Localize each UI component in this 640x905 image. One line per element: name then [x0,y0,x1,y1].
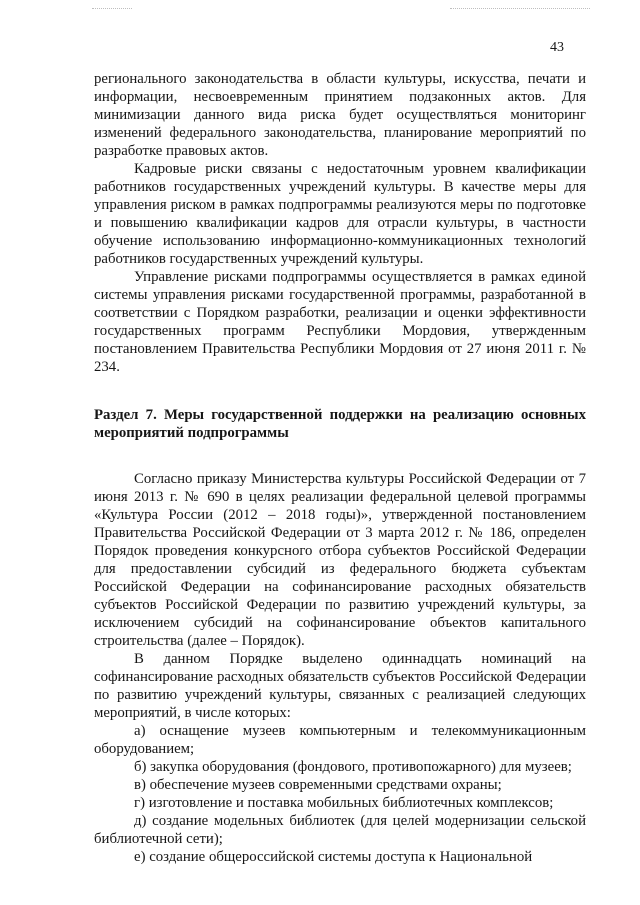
paragraph-personnel-risks: Кадровые риски связаны с недостаточным уровнем квалификации работников государственных учреждений культуры. В качестве меры для управления риском в рамках подпрограммы реализуются меры по подготовке и повышению квалификации кадров для отрасли культуры, в частности обучение использованию информационно-коммуникационных технологий работников государственных учреждений культуры. [94,161,586,267]
list-item-a: а) оснащение музеев компьютерным и телекоммуникационным оборудованием; [94,723,586,757]
scan-artifact-left [92,8,132,11]
paragraph-risk-management: Управление рисками подпрограммы осуществляется в рамках единой системы управления рисками государственной программы, разработанной в соответствии с Порядком разработки, реализации и оценки эффективности государственных программ Республики Мордовия, утвержденным постановлением Правительства Республики Мордовия от 27 июня 2011 г. № 234. [94,269,586,375]
section-title: Раздел 7. Меры государственной поддержки на реализацию основных мероприятий подпрограммы [94,407,586,441]
page-body [94,70,586,866]
paragraph-ministry-order: Согласно приказу Министерства культуры Российской Федерации от 7 июня 2013 г. № 690 в целях реализации федеральной целевой программы «Культура России (2012 – 2018 годы)», утвержденной постановлением Правительства Российской Федерации от 3 марта 2012 г. № 186, определен Порядок проведения конкурсного отбора субъектов Российской Федерации для предоставлении субсидий из федерального бюджета субъектам Российской Федерации на софинансирование расходных обязательств субъектов Российской Федерации по развитию учреждений культуры, за исключением субсидий на софинансирование объектов капитального строительства (далее – Порядок). [94,471,586,649]
paragraph-regional-legislation: регионального законодательства в области культуры, искусства, печати и информации, несвоевременным принятием подзаконных актов. Для минимизации данного вида риска будет осуществляться мониторинг изменений федерального законодательства, планирование мероприятий по разработке правовых актов. [94,71,586,159]
page-number: 43 [550,40,564,55]
list-item-c: в) обеспечение музеев современными средствами охраны; [134,777,502,793]
paragraph-nominations: В данном Порядке выделено одиннадцать номинаций на софинансирование расходных обязательств субъектов Российской Федерации по развитию учреждений культуры, связанных с реализацией следующих мероприятий, в числе которых: [94,651,586,721]
list-item-f: е) создание общероссийской системы доступа к Национальной [134,849,533,865]
list-item-b: б) закупка оборудования (фондового, противопожарного) для музеев; [134,759,572,775]
list-item-e: д) создание модельных библиотек (для целей модернизации сельской библиотечной сети); [94,813,586,847]
list-item-d: г) изготовление и поставка мобильных библиотечных комплексов; [134,795,554,811]
scan-artifact-right [450,8,590,11]
